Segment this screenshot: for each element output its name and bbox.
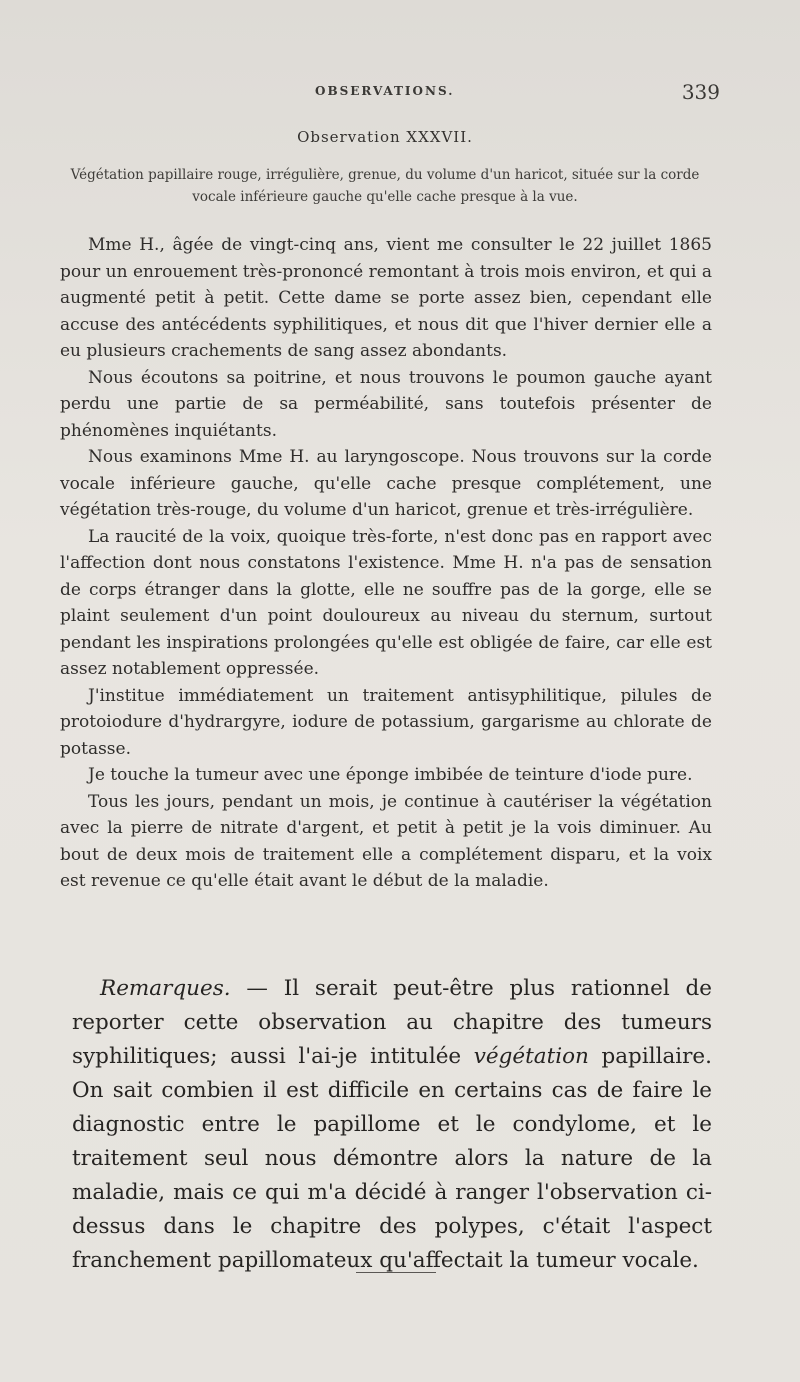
observation-heading: Observation XXXVII. [297,128,473,146]
remarks-section [72,972,712,1278]
paragraph-1: Mme H., âgée de vingt-cinq ans, vient me consulter le 22 juillet 1865 pour un enrouement très-prononcé remontant à trois mois environ, et qui a augmenté petit à petit. Cette dame se porte assez bien, cependant elle accuse des antécédents syphilitiques, et nous dit que l'hiver dernier elle a eu plusieurs crachements de sang assez abondants. [60,235,712,361]
paragraph-7: Tous les jours, pendant un mois, je continue à cautériser la végétation avec la pierre de nitrate d'argent, et petit à petit je la vois diminuer. Au bout de deux mois de traitement elle a complétement disparu, et la voix est revenue ce qu'elle était avant le début de la maladie. [60,791,712,891]
observation-summary: Végétation papillaire rouge, irrégulière, grenue, du volume d'un haricot, située sur la corde vocale inférieure gauche qu'elle cache presque à la vue. [70,167,700,205]
paragraph-5: J'institue immédiatement un traitement antisyphilitique, pilules de protoiodure d'hydrargyre, iodure de potassium, gargarisme au chlorate de potasse. [60,685,712,759]
remarks-text-1: — Il serait peut-être plus rationnel de reporter cette observation au chapitre des tumeurs syphilitiques; aussi l'ai-je intitulée [72,976,712,1069]
running-head [60,80,720,110]
running-title: OBSERVATIONS. [315,84,455,98]
paragraph-6: Je touche la tumeur avec une éponge imbibée de teinture d'iode pure. [88,765,693,785]
paragraph-4: La raucité de la voix, quoique très-forte, n'est donc pas en rapport avec l'affection dont nous constatons l'existence. Mme H. n'a pas de sensation de corps étranger dans la glotte, elle ne souffre pas de la gorge, elle se plaint seulement d'un point douloureux au niveau du sternum, surtout pendant les inspirations prolongées qu'elle est obligée de faire, car elle est assez notablement oppressée. [60,526,712,679]
paragraph-3: Nous examinons Mme H. au laryngoscope. Nous trouvons sur la corde vocale inférieure gauche, qu'elle cache presque complétement, une végétation très-rouge, du volume d'un haricot, grenue et très-irrégulière. [60,447,712,520]
observation-body [60,232,712,895]
remarks-italic-word: végétation [473,1044,589,1069]
remarks-paragraph [72,972,712,1278]
remarks-label: Remarques. [100,976,231,1001]
end-rule [356,1272,436,1273]
paragraph-2: Nous écoutons sa poitrine, et nous trouvons le poumon gauche ayant perdu une partie de sa perméabilité, sans toutefois présenter de phénomènes inquiétants. [60,367,712,441]
page-number: 339 [681,80,720,104]
remarks-text-2: papillaire. On sait combien il est difficile en certains cas de faire le diagnostic entre le papillome et le condylome, et le traitement seul nous démontre alors la nature de la maladie, mais ce qui m'a décidé à ranger l'observation ci-dessus dans le chapitre des polypes, c'était l'aspect franchement papillomateux qu'affectait la tumeur vocale. [72,1044,712,1273]
